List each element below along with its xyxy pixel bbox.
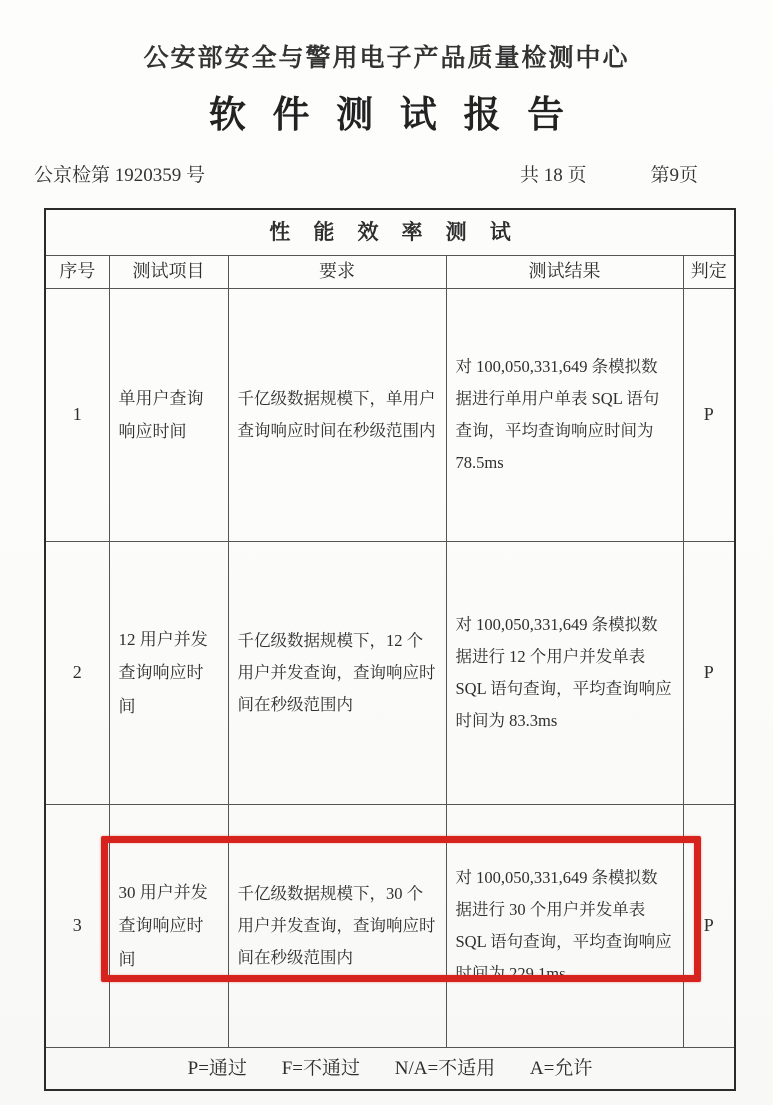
row3-no: 3 — [45, 804, 109, 1047]
row1-item: 单用户查询响应时间 — [109, 288, 228, 541]
row1-result: 对 100,050,331,649 条模拟数据进行单用户单表 SQL 语句查询，平均查询响应时间为 78.5ms — [446, 288, 683, 541]
col-header-result: 测试结果 — [446, 255, 683, 288]
org-name: 公安部安全与警用电子产品质量检测中心 — [143, 45, 630, 72]
table-row-3-highlighted — [45, 804, 735, 1047]
row2-item: 12 用户并发查询响应时间 — [109, 541, 228, 804]
table-header-row — [45, 255, 735, 288]
row1-judgment: P — [683, 288, 735, 541]
doc-info-line — [34, 160, 700, 187]
legend-fail: F=不通过 — [281, 1057, 360, 1079]
legend-pass: P=通过 — [187, 1057, 247, 1079]
row2-result: 对 100,050,331,649 条模拟数据进行 12 个用户并发单表 SQL 语句查询，平均查询响应时间为 83.3ms — [446, 541, 683, 804]
row3-item: 30 用户并发查询响应时间 — [109, 804, 228, 1047]
row1-requirement: 千亿级数据规模下，单用户查询响应时间在秒级范围内 — [228, 288, 446, 541]
col-header-judgment: 判定 — [683, 255, 735, 288]
total-pages: 共 18 页 — [519, 165, 587, 186]
page-number: 第9页 — [650, 165, 698, 186]
performance-test-table — [44, 208, 736, 1091]
col-header-item: 测试项目 — [109, 255, 228, 288]
report-title: 软件测试报告 — [208, 95, 591, 136]
row3-requirement: 千亿级数据规模下，30 个用户并发查询，查询响应时间在秒级范围内 — [228, 804, 446, 1047]
row1-no: 1 — [45, 288, 109, 541]
legend-allow: A=允许 — [529, 1057, 593, 1079]
table-row-2 — [45, 541, 735, 804]
row3-judgment: P — [683, 804, 735, 1047]
col-header-no: 序号 — [45, 255, 109, 288]
legend-cell — [45, 1047, 735, 1090]
legend-row — [45, 1047, 735, 1090]
col-header-requirement: 要求 — [228, 255, 446, 288]
doc-number: 公京检第 1920359 号 — [34, 165, 206, 186]
row3-result: 对 100,050,331,649 条模拟数据进行 30 个用户并发单表 SQL 语句查询，平均查询响应时间为 229.1ms — [446, 804, 683, 1047]
table-row-1 — [45, 288, 735, 541]
row2-requirement: 千亿级数据规模下，12 个用户并发查询，查询响应时间在秒级范围内 — [228, 541, 446, 804]
row2-no: 2 — [45, 541, 109, 804]
table-title-row — [45, 209, 735, 255]
legend-na: N/A=不适用 — [394, 1057, 496, 1079]
row2-judgment: P — [683, 541, 735, 804]
table-title: 性能效率测试 — [45, 209, 735, 255]
